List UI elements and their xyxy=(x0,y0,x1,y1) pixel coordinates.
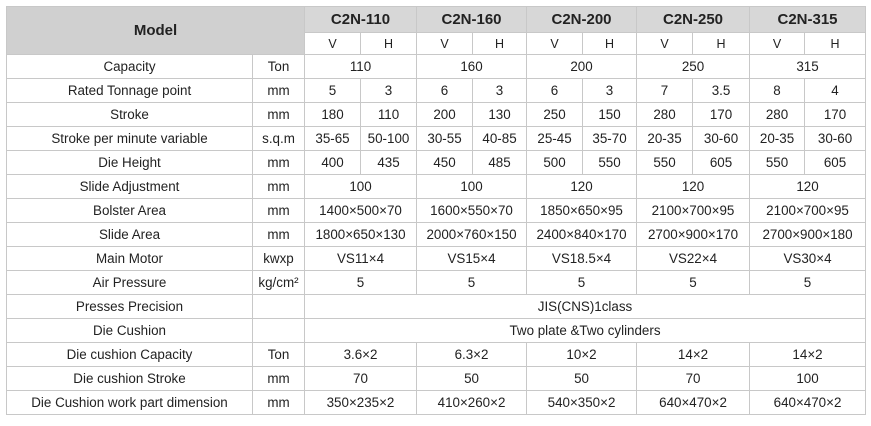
model-name: C2N-250 xyxy=(637,7,750,33)
spec-value: 120 xyxy=(637,175,750,199)
h-subheader: H xyxy=(805,33,866,55)
spec-label: Rated Tonnage point xyxy=(7,79,253,103)
spec-value: 150 xyxy=(583,103,637,127)
spec-table xyxy=(6,6,866,415)
spec-value: 170 xyxy=(805,103,866,127)
spec-unit: Ton xyxy=(253,55,305,79)
spec-value: 14×2 xyxy=(750,343,866,367)
spec-value: 3.5 xyxy=(693,79,750,103)
spec-unit: mm xyxy=(253,103,305,127)
spec-value: 410×260×2 xyxy=(417,391,527,415)
spec-label: Die cushion Capacity xyxy=(7,343,253,367)
spec-row xyxy=(7,295,866,319)
spec-value: 120 xyxy=(527,175,637,199)
spec-value: 605 xyxy=(805,151,866,175)
spec-value: 1800×650×130 xyxy=(305,223,417,247)
spec-value: 3 xyxy=(473,79,527,103)
spec-value: 5 xyxy=(305,79,361,103)
spec-value: 50 xyxy=(417,367,527,391)
model-name: C2N-200 xyxy=(527,7,637,33)
spec-value: 2000×760×150 xyxy=(417,223,527,247)
spec-value: 550 xyxy=(583,151,637,175)
spec-value: 5 xyxy=(417,271,527,295)
spec-unit: mm xyxy=(253,223,305,247)
spec-value: 6.3×2 xyxy=(417,343,527,367)
spec-value: 640×470×2 xyxy=(750,391,866,415)
spec-row xyxy=(7,223,866,247)
spec-unit: Ton xyxy=(253,343,305,367)
spec-value: 500 xyxy=(527,151,583,175)
spec-value: 100 xyxy=(305,175,417,199)
spec-value: 120 xyxy=(750,175,866,199)
spec-value: VS11×4 xyxy=(305,247,417,271)
spec-unit: kg/cm² xyxy=(253,271,305,295)
spec-unit xyxy=(253,319,305,343)
spec-row xyxy=(7,199,866,223)
spec-unit: s.q.m xyxy=(253,127,305,151)
h-subheader: H xyxy=(473,33,527,55)
spec-value: 70 xyxy=(305,367,417,391)
spec-value: JIS(CNS)1class xyxy=(305,295,866,319)
spec-value: 70 xyxy=(637,367,750,391)
spec-value: Two plate &Two cylinders xyxy=(305,319,866,343)
spec-value: 350×235×2 xyxy=(305,391,417,415)
spec-value: 170 xyxy=(693,103,750,127)
spec-label: Die Height xyxy=(7,151,253,175)
spec-unit: mm xyxy=(253,199,305,223)
model-header-row xyxy=(7,7,866,33)
spec-row xyxy=(7,151,866,175)
spec-value: 3.6×2 xyxy=(305,343,417,367)
spec-row xyxy=(7,127,866,151)
spec-value: 14×2 xyxy=(637,343,750,367)
spec-value: 3 xyxy=(361,79,417,103)
spec-value: 8 xyxy=(750,79,805,103)
spec-unit: mm xyxy=(253,79,305,103)
spec-unit: mm xyxy=(253,151,305,175)
spec-value: 4 xyxy=(805,79,866,103)
spec-value: 605 xyxy=(693,151,750,175)
spec-value: 540×350×2 xyxy=(527,391,637,415)
spec-value: 450 xyxy=(417,151,473,175)
spec-value: 6 xyxy=(417,79,473,103)
spec-value: 5 xyxy=(305,271,417,295)
spec-value: 40-85 xyxy=(473,127,527,151)
spec-value: VS15×4 xyxy=(417,247,527,271)
spec-label: Capacity xyxy=(7,55,253,79)
spec-value: 2700×900×180 xyxy=(750,223,866,247)
spec-value: 7 xyxy=(637,79,693,103)
spec-label: Die Cushion work part dimension xyxy=(7,391,253,415)
spec-row xyxy=(7,103,866,127)
spec-value: 2100×700×95 xyxy=(637,199,750,223)
spec-value: 1600×550×70 xyxy=(417,199,527,223)
spec-row xyxy=(7,343,866,367)
spec-value: 640×470×2 xyxy=(637,391,750,415)
spec-row xyxy=(7,271,866,295)
spec-label: Bolster Area xyxy=(7,199,253,223)
v-subheader: V xyxy=(637,33,693,55)
spec-label: Stroke per minute variable xyxy=(7,127,253,151)
spec-label: Die cushion Stroke xyxy=(7,367,253,391)
spec-value: 130 xyxy=(473,103,527,127)
spec-value: 160 xyxy=(417,55,527,79)
spec-value: 30-60 xyxy=(805,127,866,151)
spec-value: 110 xyxy=(305,55,417,79)
spec-unit xyxy=(253,295,305,319)
spec-value: 2700×900×170 xyxy=(637,223,750,247)
spec-label: Air Pressure xyxy=(7,271,253,295)
spec-value: 435 xyxy=(361,151,417,175)
spec-value: 550 xyxy=(750,151,805,175)
spec-value: 3 xyxy=(583,79,637,103)
v-subheader: V xyxy=(750,33,805,55)
spec-value: 2400×840×170 xyxy=(527,223,637,247)
h-subheader: H xyxy=(693,33,750,55)
v-subheader: V xyxy=(417,33,473,55)
v-subheader: V xyxy=(527,33,583,55)
spec-row xyxy=(7,367,866,391)
spec-row xyxy=(7,55,866,79)
spec-value: 400 xyxy=(305,151,361,175)
spec-value: 35-65 xyxy=(305,127,361,151)
spec-label: Slide Area xyxy=(7,223,253,247)
spec-label: Die Cushion xyxy=(7,319,253,343)
spec-value: 100 xyxy=(417,175,527,199)
model-name: C2N-315 xyxy=(750,7,866,33)
spec-value: 110 xyxy=(361,103,417,127)
spec-value: 20-35 xyxy=(750,127,805,151)
spec-row xyxy=(7,391,866,415)
spec-value: 5 xyxy=(637,271,750,295)
spec-value: 30-55 xyxy=(417,127,473,151)
model-name: C2N-160 xyxy=(417,7,527,33)
spec-value: 35-70 xyxy=(583,127,637,151)
spec-value: 30-60 xyxy=(693,127,750,151)
v-subheader: V xyxy=(305,33,361,55)
spec-unit: mm xyxy=(253,391,305,415)
spec-value: 280 xyxy=(750,103,805,127)
spec-value: 10×2 xyxy=(527,343,637,367)
spec-value: 25-45 xyxy=(527,127,583,151)
spec-value: 250 xyxy=(527,103,583,127)
spec-value: 5 xyxy=(750,271,866,295)
spec-value: VS30×4 xyxy=(750,247,866,271)
spec-value: 280 xyxy=(637,103,693,127)
spec-body xyxy=(7,55,866,415)
spec-value: 180 xyxy=(305,103,361,127)
spec-value: 550 xyxy=(637,151,693,175)
spec-value: 250 xyxy=(637,55,750,79)
h-subheader: H xyxy=(361,33,417,55)
spec-label: Stroke xyxy=(7,103,253,127)
spec-label: Slide Adjustment xyxy=(7,175,253,199)
spec-label: Main Motor xyxy=(7,247,253,271)
spec-unit: mm xyxy=(253,175,305,199)
spec-value: 1400×500×70 xyxy=(305,199,417,223)
spec-value: 50-100 xyxy=(361,127,417,151)
spec-value: 6 xyxy=(527,79,583,103)
spec-value: 485 xyxy=(473,151,527,175)
spec-value: 5 xyxy=(527,271,637,295)
spec-value: 200 xyxy=(527,55,637,79)
h-subheader: H xyxy=(583,33,637,55)
spec-label: Presses Precision xyxy=(7,295,253,319)
spec-value: 315 xyxy=(750,55,866,79)
spec-row xyxy=(7,319,866,343)
spec-value: VS22×4 xyxy=(637,247,750,271)
model-header: Model xyxy=(7,7,305,55)
spec-value: 200 xyxy=(417,103,473,127)
spec-row xyxy=(7,247,866,271)
spec-unit: mm xyxy=(253,367,305,391)
model-name: C2N-110 xyxy=(305,7,417,33)
spec-value: VS18.5×4 xyxy=(527,247,637,271)
spec-unit: kwxp xyxy=(253,247,305,271)
spec-value: 50 xyxy=(527,367,637,391)
spec-value: 20-35 xyxy=(637,127,693,151)
spec-row xyxy=(7,79,866,103)
spec-value: 2100×700×95 xyxy=(750,199,866,223)
spec-value: 1850×650×95 xyxy=(527,199,637,223)
spec-value: 100 xyxy=(750,367,866,391)
spec-row xyxy=(7,175,866,199)
